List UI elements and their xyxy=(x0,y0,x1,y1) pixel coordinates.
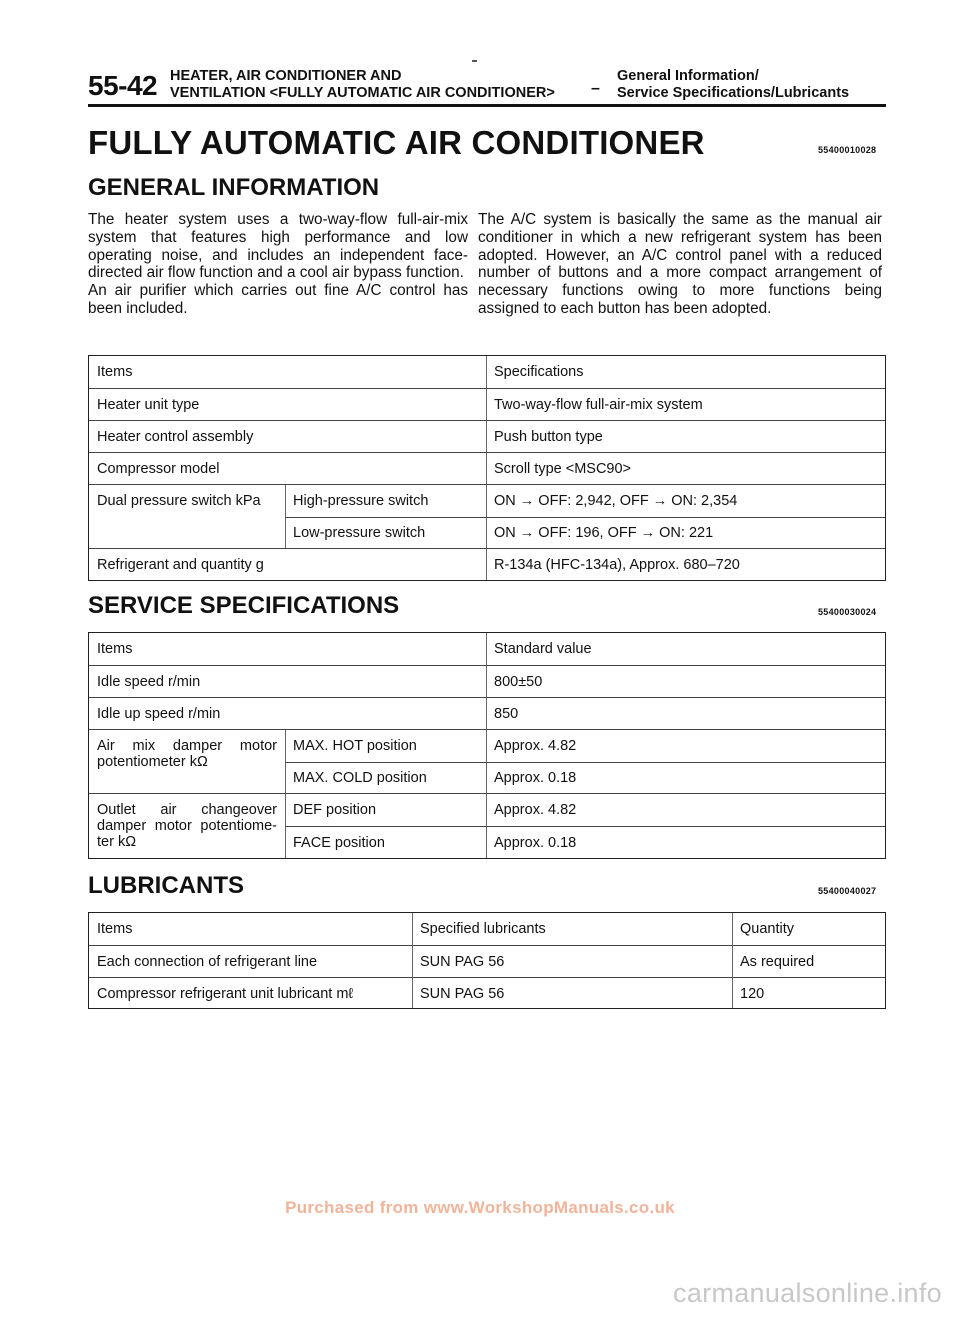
header-standard-value: Standard value xyxy=(494,641,592,657)
lubricant-cell: SUN PAG 56 xyxy=(420,985,505,1002)
sub-item-cell: DEF position xyxy=(293,802,377,818)
purchase-link[interactable]: Purchased from www.WorkshopManuals.co.uk xyxy=(285,1198,675,1217)
spec-cell: R-134a (HFC-134a), Approx. 680–720 xyxy=(494,557,740,573)
table-row xyxy=(89,388,885,421)
spec-cell: Scroll type <MSC90> xyxy=(494,461,632,477)
value-cell: 800±50 xyxy=(494,674,543,690)
header-quantity: Quantity xyxy=(740,921,794,937)
table-row xyxy=(89,729,885,794)
header-items: Items xyxy=(97,364,133,380)
value-cell: Approx. 4.82 xyxy=(494,802,577,818)
table-row xyxy=(89,452,885,485)
service-specifications-table xyxy=(88,632,886,859)
quantity-cell: As required xyxy=(740,954,815,970)
lubricant-cell: SUN PAG 56 xyxy=(420,954,505,970)
header-items: Items xyxy=(97,641,133,657)
item-cell: Air mix damper motor potentiometer kΩ xyxy=(97,738,277,770)
item-cell: Idle speed r/min xyxy=(97,674,201,690)
table-row xyxy=(89,977,885,1009)
service-specifications-heading: SERVICE SPECIFICATIONS xyxy=(88,592,400,619)
item-cell: Heater control assembly xyxy=(97,429,254,445)
header-mark xyxy=(472,60,477,62)
item-cell-wrapper xyxy=(89,730,285,794)
lubricants-code: 55400040027 xyxy=(818,886,877,896)
header-left-line2: VENTILATION <FULLY AUTOMATIC AIR CONDITIONER> xyxy=(170,85,555,101)
spec-cell: ON → OFF: 196, OFF → ON: 221 xyxy=(494,525,714,541)
header-items: Items xyxy=(97,921,133,937)
header-right-line1: General Information/ xyxy=(617,68,759,84)
general-info-paragraph-3: The A/C system is basically the same as the manual air conditioner in which a new refrigerant system has been adopted. However, an A/C control panel with a reduced number of buttons and a more compact arrangement of necessary functions owing to more functions being assigned to each button has been adopted. xyxy=(478,211,882,317)
value-cell: Approx. 0.18 xyxy=(494,834,577,851)
header-dash: – xyxy=(591,80,600,97)
item-cell: Idle up speed r/min xyxy=(97,706,221,722)
service-specifications-code: 55400030024 xyxy=(818,607,877,617)
table-row xyxy=(89,945,885,978)
lubricants-heading: LUBRICANTS xyxy=(88,872,244,899)
item-cell: Compressor refrigerant unit lubricant mℓ xyxy=(97,985,354,1002)
table-row xyxy=(89,484,885,549)
table-row xyxy=(89,793,885,859)
header-right-line2: Service Specifications/Lubricants xyxy=(617,85,850,101)
header-specified-lubricants: Specified lubricants xyxy=(420,921,546,937)
value-cell: Approx. 0.18 xyxy=(494,770,577,786)
item-cell: Outlet air changeover damper motor potentiome- ter kΩ xyxy=(97,802,277,850)
value-cell: 850 xyxy=(494,706,519,722)
table-row xyxy=(89,420,885,453)
header-specifications: Specifications xyxy=(494,364,584,380)
table-row xyxy=(89,913,885,945)
item-cell: Dual pressure switch kPa xyxy=(97,493,261,509)
table-row xyxy=(89,665,885,698)
item-cell: Heater unit type xyxy=(97,397,200,413)
item-cell: Compressor model xyxy=(97,461,220,477)
item-cell: Each connection of refrigerant line xyxy=(97,954,318,970)
lubricants-table xyxy=(88,912,886,1009)
general-info-left-column xyxy=(88,211,468,318)
page-title: FULLY AUTOMATIC AIR CONDITIONER xyxy=(88,124,705,161)
sub-item-cell: High-pressure switch xyxy=(293,493,429,509)
table-row xyxy=(89,697,885,730)
quantity-cell: 120 xyxy=(740,985,765,1002)
header-rule xyxy=(88,104,886,107)
watermark: carmanualsonline.info xyxy=(673,1278,942,1308)
sub-item-cell: Low-pressure switch xyxy=(293,525,426,541)
spec-cell: Two-way-flow full-air-mix system xyxy=(494,397,703,413)
table-row xyxy=(89,548,885,581)
page-number: 55-42 xyxy=(88,70,158,101)
title-code: 55400010028 xyxy=(818,145,877,155)
header-left xyxy=(170,68,555,102)
general-info-table xyxy=(88,355,886,581)
general-info-paragraph-1: The heater system uses a two-way-flow full-air-mix system that features high performance and low operating noise, and includes an independent face-directed air flow function and a cool air bypass function. xyxy=(88,211,468,282)
general-info-right-column xyxy=(478,211,882,318)
spec-cell: ON → OFF: 2,942, OFF → ON: 2,354 xyxy=(494,493,738,509)
header-right xyxy=(617,68,849,102)
table-row xyxy=(89,356,885,388)
header-left-line1: HEATER, AIR CONDITIONER AND xyxy=(170,68,402,84)
value-cell: Approx. 4.82 xyxy=(494,738,577,754)
spec-cell: Push button type xyxy=(494,429,603,445)
item-cell-wrapper xyxy=(89,794,285,859)
general-info-paragraph-2: An air purifier which carries out fine A/C control has been included. xyxy=(88,282,468,317)
table-row xyxy=(89,633,885,665)
sub-item-cell: FACE position xyxy=(293,834,385,851)
sub-item-cell: MAX. HOT position xyxy=(293,738,417,754)
sub-item-cell: MAX. COLD position xyxy=(293,770,427,786)
item-cell: Refrigerant and quantity g xyxy=(97,557,264,573)
general-information-heading: GENERAL INFORMATION xyxy=(88,174,380,201)
